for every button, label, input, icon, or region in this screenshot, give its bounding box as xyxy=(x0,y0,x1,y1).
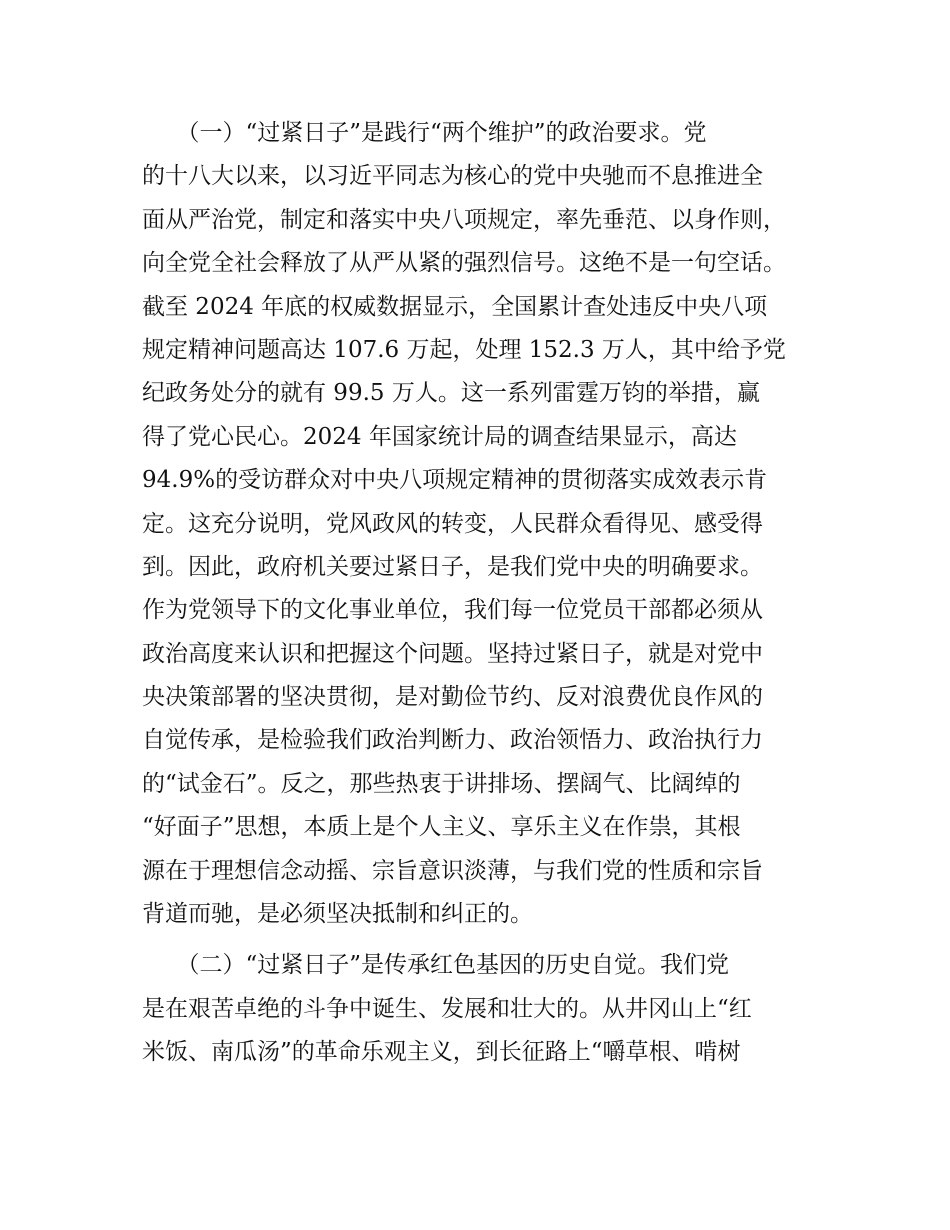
text-line: （二）“过紧日子”是传承红色基因的历史自觉。我们党 xyxy=(142,952,730,979)
text-line: 定。这充分说明，党风政风的转变，人民群众看得见、感受得 xyxy=(142,510,763,537)
text-line: 得了党心民心。2024 年国家统计局的调查结果显示，高达 xyxy=(142,423,737,450)
text-line: 自觉传承，是检验我们政治判断力、政治领悟力、政治执行力 xyxy=(142,727,763,754)
text-line: 的“试金石”。反之，那些热衷于讲排场、摆阔气、比阔绰的 xyxy=(142,770,741,797)
text-line: 背道而驰，是必须坚决抵制和纠正的。 xyxy=(142,901,533,928)
text-line: 纪政务处分的就有 99.5 万人。这一系列雷霆万钧的举措，赢 xyxy=(142,380,760,407)
text-line: 米饭、南瓜汤”的革命乐观主义，到长征路上“嚼草根、啃树 xyxy=(142,1039,741,1066)
text-line: 94.9%的受访群众对中央八项规定精神的贯彻落实成效表示肯 xyxy=(142,467,768,494)
text-line: 到。因此，政府机关要过紧日子，是我们党中央的明确要求。 xyxy=(142,553,763,580)
document-body xyxy=(142,112,822,1075)
text-line: 面从严治党，制定和落实中央八项规定，率先垂范、以身作则， xyxy=(142,206,786,233)
paragraph-1 xyxy=(142,112,822,936)
text-line: 央决策部署的坚决贯彻，是对勤俭节约、反对浪费优良作风的 xyxy=(142,684,763,711)
text-line: 作为党领导下的文化事业单位，我们每一位党员干部都必须从 xyxy=(142,597,763,624)
text-line: “好面子”思想，本质上是个人主义、享乐主义在作祟，其根 xyxy=(142,814,741,841)
paragraph-2 xyxy=(142,944,822,1074)
text-line: 政治高度来认识和把握这个问题。坚持过紧日子，就是对党中 xyxy=(142,640,763,667)
text-line: （一）“过紧日子”是践行“两个维护”的政治要求。党 xyxy=(142,120,707,146)
text-line: 向全党全社会释放了从严从紧的强烈信号。这绝不是一句空话。 xyxy=(142,250,786,277)
text-line: 源在于理想信念动摇、宗旨意识淡薄，与我们党的性质和宗旨 xyxy=(142,857,763,884)
text-line: 规定精神问题高达 107.6 万起，处理 152.3 万人，其中给予党 xyxy=(142,336,786,363)
text-line: 是在艰苦卓绝的斗争中诞生、发展和壮大的。从井冈山上“红 xyxy=(142,995,752,1022)
paragraph-spacing xyxy=(142,936,822,944)
text-line: 的十八大以来，以习近平同志为核心的党中央驰而不息推进全 xyxy=(142,163,763,190)
text-line: 截至 2024 年底的权威数据显示，全国累计查处违反中央八项 xyxy=(142,293,768,320)
